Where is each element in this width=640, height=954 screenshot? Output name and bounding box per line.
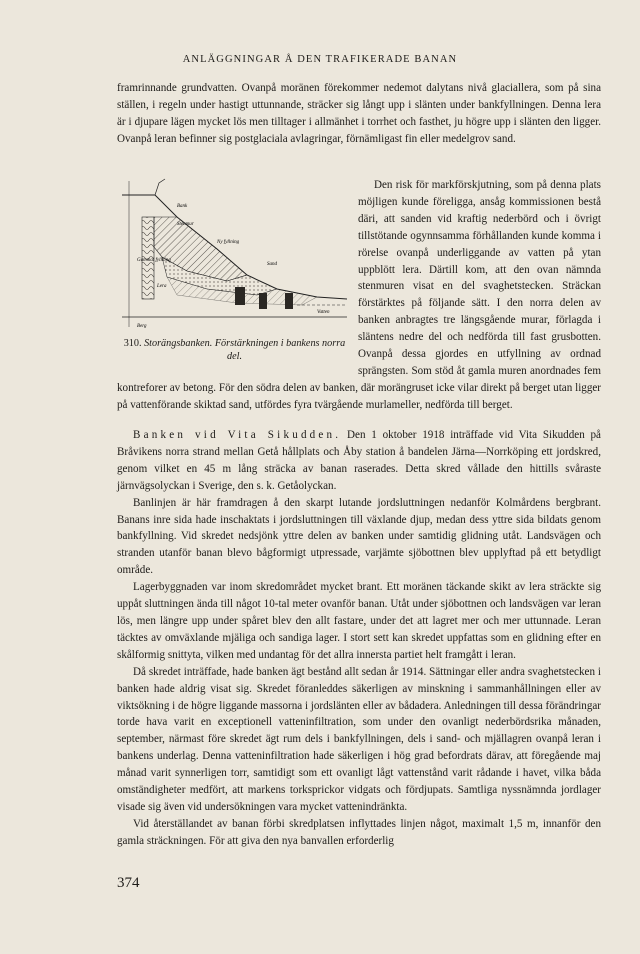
paragraph: Den risk för markförskjutning, som på denna plats möjligen kunde föreligga, ansåg kommissionen bestå däri, att sanden vid kraftig nederbörd och i övrigt tillstötande ogynnsamma förhållanden kunde komma i rörelse ovanpå underliggande av vatten på ytan uppblött lera. Därtill kom, att den ovan nämnda stenmuren visat en del svaghetstecken. Sträckan förstärktes på följande sätt. I den norra delen av banken anbragtes tre längsgående murar, förlagda i släntens nedre del och nedförda till fast grusbotten. Ovanpå dessa gjordes en utfyllning av ordnad sprängsten. Som stöd åt gamla muren anordnades fem kontreforer av betong. För den södra delen av banken, där morängruset icke vilar direkt på berget utan ligger på vattenförande skiktad sand, utfördes fyra tvärgående murlameller, nedförda till berget. <box>117 179 601 411</box>
label-sand: Sand <box>267 262 277 267</box>
section-heading: Banken vid Vita Sikudden. <box>133 429 342 441</box>
paragraph: Då skredet inträffade, hade banken ägt bestånd allt sedan år 1914. Sättningar eller andra svaghetstecken i banken hade aldrig visat sig. Skredet föranleddes säkerligen av minskning i sammanhållningen eller av viktsökning i de högre liggande massorna i jordslänten eller av bådadera. Anledningen till dessa förändringar torde hava varit en exceptionell vatteninfiltration, som under den ovanligt nederbördsrika månaden, september, närmast före skredet ägt rum dels i bankfyllningen, dels i sand- och mjällagren ovanpå leran i bankens underlag. Denna vatteninfiltration hade säkerligen i hög grad befordrats därav, att föregående maj månad varit synnerligen torr, samtidigt som ett ovanligt lågt vattenstånd varit rådande i havet, vilka båda omständigheter medfört, att markens torksprickor vidgats och fördjupats. Samtliga nyssnämnda jordlager visade sig även vid undersökningen vara mycket vattenindränkta. <box>117 665 601 813</box>
text-block-with-figure <box>117 177 601 411</box>
caption-text: Storängsbanken. Förstärkningen i bankens norra del. <box>144 338 346 362</box>
label-new-filling: Ny fyllning <box>217 240 240 245</box>
label-old-filling: Gammal fyllning <box>137 258 171 263</box>
label-bank: Bank <box>177 204 188 209</box>
paragraph: Den 1 oktober 1918 inträffade vid Vita Sikudden på Bråvikens norra strand mellan Getå hållplats och Åby station å bandelen Järna—Norrköping ett jordskred, genom vilket en 45 m lång sträcka av banan raserades. Detta skred vållade den hittills svåraste järnvägsolyckan i Sverige, den s. k. Getåolyckan. <box>117 429 601 492</box>
embankment-cross-section-drawing <box>117 177 352 337</box>
figure-caption <box>117 338 352 363</box>
paragraph: Lagerbyggnaden var inom skredområdet mycket brant. Ett moränen täckande skikt av lera sträckte sig uppåt sluttningen ända till något 10-tal meter ovanför banan. Utåt under sjöbottnen och landsvägen var leran lös, men längre upp under spåret blev den allt fastare, under det att lagret mer och mer uttunnade. Leran täcktes av omväxlande mjäliga och sandiga lager. I stort sett kan skredet uppfattas som en glidning efter en skålformig snittyta, vilken med undantag för det allra innersta partiet helt framgått i leran. <box>117 581 601 661</box>
page-number: 374 <box>117 875 140 891</box>
label-water: Vatten <box>317 310 330 315</box>
text-block-vita-sikudden <box>117 427 601 850</box>
label-stonewall: Stenmur <box>177 222 194 227</box>
paragraph: Banlinjen är här framdragen å den skarpt lutande jordsluttningen nedanför Kolmårdens bergbrant. Banans inre sida hade inschaktats i jordsluttningen till växlande djup, medan dess yttre sida bildats genom bankfyllning. Vid skredet nedsjönk yttre delen av banken under samtidig glidning utåt. Landsvägen och stranden utanför banan blevo bågformigt utpressade, varjämte sjöbottnen blev upplyftad på ett betydligt område. <box>117 496 601 577</box>
text-block-intro <box>117 80 601 148</box>
paragraph: framrinnande grundvatten. Ovanpå moränen förekommer nedemot dalytans nivå glaciallera, som på sina ställen, i regeln under hastigt uttunnande, sträcker sig långt upp i slänten under bankfyllningen. Denna lera är i djupare lägen mycket lös men tilltager i allmänhet i torrhet och fasthet, ju högre upp i slänten den ligger. Ovanpå leran befinner sig postglaciala avlagringar, förnämligast fin eller medelgrov sand. <box>117 82 601 145</box>
figure-310 <box>117 177 352 363</box>
caption-number: 310. <box>123 338 142 349</box>
label-rock: Berg <box>137 324 147 329</box>
paragraph: Vid återställandet av banan förbi skredplatsen inflyttades linjen något, maximalt 1,5 m, innanför den gamla sträckningen. För att giva den nya banvallen erforderlig <box>117 817 601 847</box>
label-clay: Lera <box>157 284 167 289</box>
running-header: ANLÄGGNINGAR Å DEN TRAFIKERADE BANAN <box>182 54 458 65</box>
